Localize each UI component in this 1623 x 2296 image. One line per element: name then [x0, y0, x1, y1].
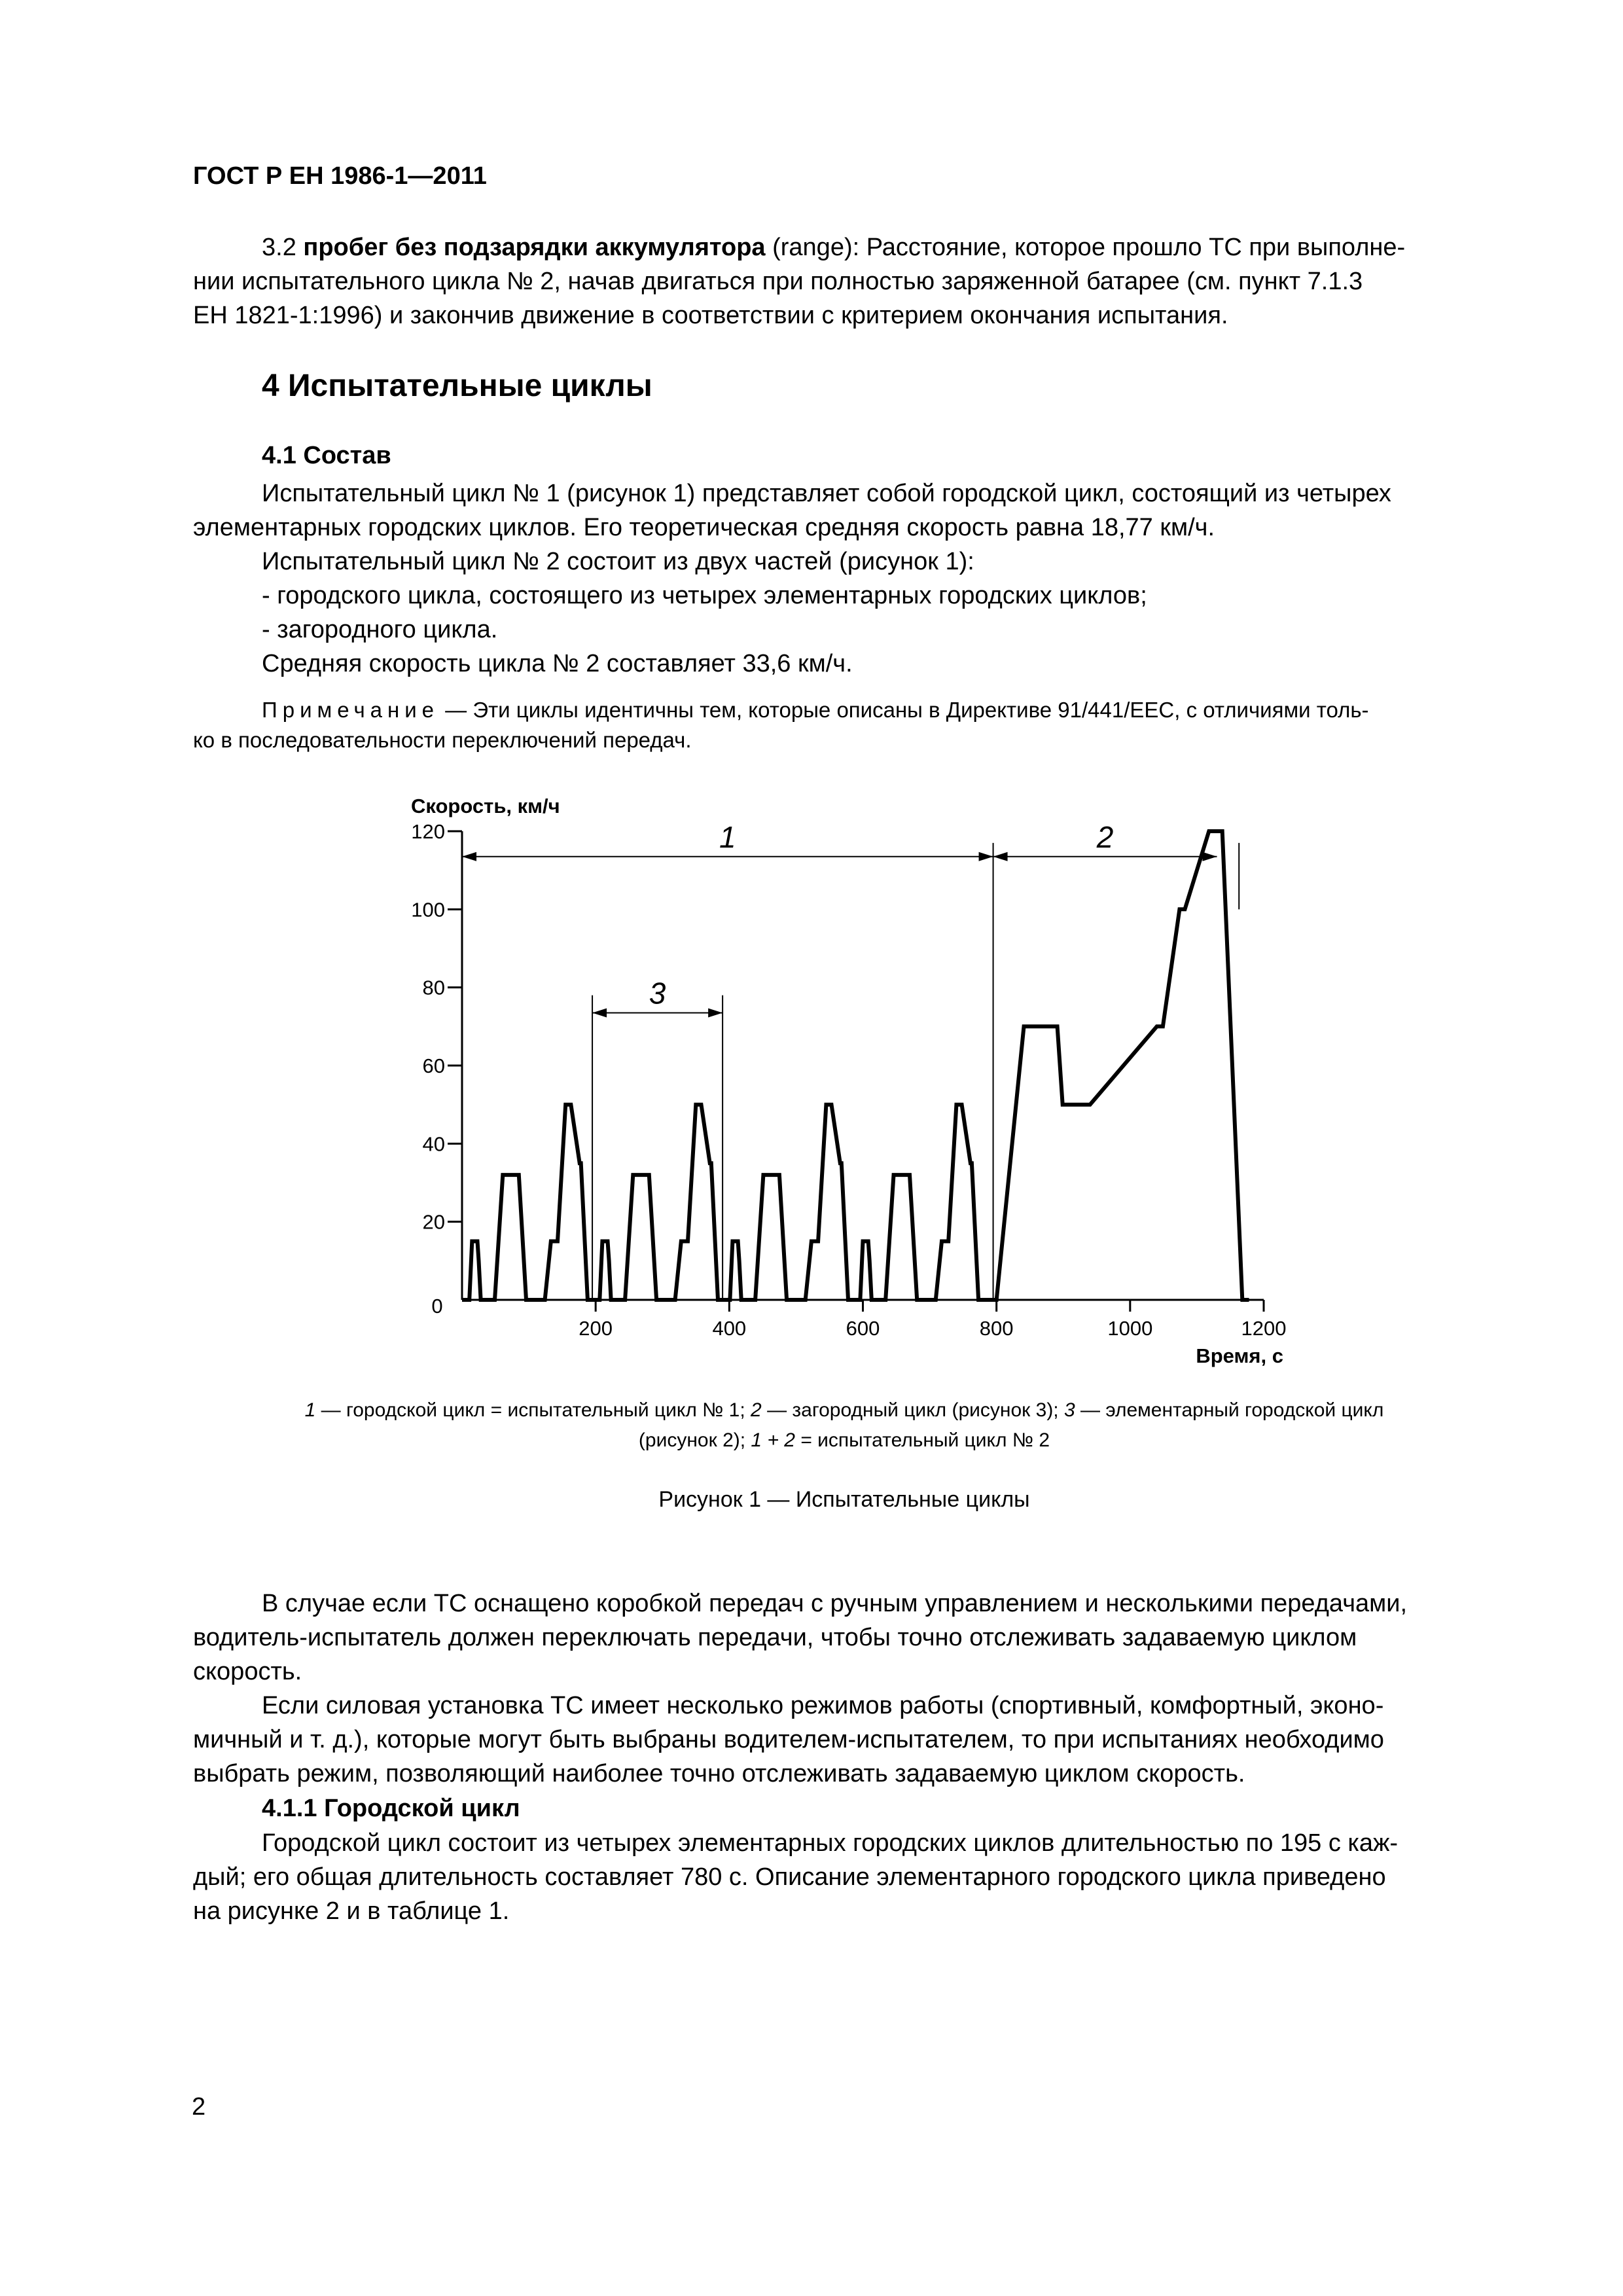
- x-tick-label: 1200: [1241, 1317, 1287, 1340]
- annotation-label-1: 1: [719, 819, 736, 854]
- caption-text-4: (рисунок 2);: [638, 1429, 751, 1451]
- x-tick-label: 1000: [1107, 1317, 1153, 1340]
- definition-3-2-line1: [262, 230, 1405, 264]
- caption-key-3: 3: [1063, 1399, 1075, 1421]
- para-urban-line2: дый; его общая длительность составляет 780 с. Описание элементарного городского цикла приведено: [193, 1863, 1386, 1891]
- note-line2: ко в последовательности переключений передач.: [193, 728, 692, 752]
- section-4-1-heading: 4.1 Состав: [262, 442, 391, 469]
- x-tick-label: 400: [712, 1317, 747, 1340]
- speed-series-line: [462, 831, 1249, 1300]
- arrowhead-left-2: [993, 852, 1008, 861]
- y-tick-label: 40: [422, 1132, 445, 1156]
- arrowhead-right-2: [1203, 852, 1217, 861]
- para-urban-line3: на рисунке 2 и в таблице 1.: [193, 1897, 510, 1925]
- caption-text-1: — городской цикл = испытательный цикл № 1;: [321, 1399, 751, 1421]
- annotation-label-3: 3: [649, 976, 666, 1011]
- para-modes-line3: выбрать режим, позволяющий наиболее точно отслеживать задаваемую циклом скорость.: [193, 1760, 1245, 1787]
- note-text: — Эти циклы идентичны тем, которые описаны в Директиве 91/441/EEC, с отличиями толь-: [439, 698, 1369, 722]
- y-tick-label: 120: [411, 820, 445, 843]
- page-number: 2: [192, 2093, 206, 2121]
- para-urban-line1: Городской цикл состоит из четырех элементарных городских циклов длительностью по 195 с каж-: [262, 1829, 1399, 1857]
- annotation-label-2: 2: [1096, 819, 1114, 854]
- definition-3-2-line2: нии испытательного цикла № 2, начав двигаться при полностью заряженной батарее (см. пункт 7.1.3: [193, 268, 1363, 295]
- caption-key-1: 1: [304, 1399, 316, 1421]
- clause-number: 3.2: [262, 234, 296, 261]
- section-4-heading: 4 Испытательные циклы: [262, 368, 652, 403]
- x-axis-label: Время, с: [1196, 1344, 1283, 1367]
- definition-text: (range): Расстояние, которое прошло ТС при выполне-: [765, 234, 1406, 261]
- caption-key-2: 2: [751, 1399, 762, 1421]
- note-line1: [262, 695, 1369, 725]
- para-gearbox-line2: водитель-испытатель должен переключать передачи, чтобы точно отслеживать задаваемую циклом: [193, 1624, 1357, 1651]
- bullet-urban: - городского цикла, состоящего из четырех элементарных городских циклов;: [262, 582, 1147, 609]
- figure-caption-line2: [236, 1426, 1453, 1456]
- document-code: ГОСТ Р ЕН 1986-1—2011: [193, 162, 487, 190]
- x-tick-label: 800: [979, 1317, 1014, 1340]
- caption-text-3: — элементарный городской цикл: [1075, 1399, 1384, 1421]
- para-modes-line2: мичный и т. д.), которые могут быть выбраны водителем-испытателем, то при испытаниях необходимо: [193, 1726, 1384, 1753]
- figure-title: Рисунок 1 — Испытательные циклы: [658, 1487, 1030, 1512]
- para-4-1-speed: Средняя скорость цикла № 2 составляет 33,6 км/ч.: [262, 650, 853, 677]
- caption-text-5: = испытательный цикл № 2: [794, 1429, 1050, 1451]
- bullet-extraurban: - загородного цикла.: [262, 616, 498, 643]
- para-gearbox-line3: скорость.: [193, 1658, 302, 1685]
- y-tick-label: 100: [411, 898, 445, 922]
- y-axis-label: Скорость, км/ч: [411, 795, 560, 817]
- figure-caption-line1: [236, 1395, 1453, 1426]
- para-modes-line1: Если силовая установка ТС имеет несколько режимов работы (спортивный, комфортный, эконо-: [262, 1692, 1384, 1719]
- arrowhead-right-3: [708, 1008, 722, 1017]
- para-gearbox-line1: В случае если ТС оснащено коробкой передач с ручным управлением и несколькими передачами,: [262, 1590, 1408, 1617]
- origin-label: 0: [431, 1295, 443, 1318]
- note-label: Примечание: [262, 698, 440, 722]
- y-tick-label: 60: [422, 1054, 445, 1077]
- y-tick-label: 80: [422, 976, 445, 999]
- x-tick-label: 200: [579, 1317, 613, 1340]
- speed-time-chart: [366, 785, 1322, 1374]
- y-tick-label: 20: [422, 1210, 445, 1234]
- para-4-1-line1: Испытательный цикл № 1 (рисунок 1) представляет собой городской цикл, состоящий из четырех: [262, 480, 1391, 507]
- arrowhead-right-1: [979, 852, 993, 861]
- definition-3-2-line3: ЕН 1821-1:1996) и закончив движение в соответствии с критерием окончания испытания.: [193, 302, 1228, 329]
- x-tick-label: 600: [846, 1317, 880, 1340]
- section-4-1-1-heading: 4.1.1 Городской цикл: [262, 1795, 520, 1822]
- arrowhead-left-3: [592, 1008, 607, 1017]
- caption-key-12: 1 + 2: [751, 1429, 795, 1451]
- defined-term: пробег без подзарядки аккумулятора: [303, 234, 766, 261]
- para-4-1-line2: элементарных городских циклов. Его теоретическая средняя скорость равна 18,77 км/ч.: [193, 514, 1215, 541]
- para-4-1-line3: Испытательный цикл № 2 состоит из двух частей (рисунок 1):: [262, 548, 974, 575]
- caption-text-2: — загородный цикл (рисунок 3);: [761, 1399, 1064, 1421]
- arrowhead-left-1: [462, 852, 476, 861]
